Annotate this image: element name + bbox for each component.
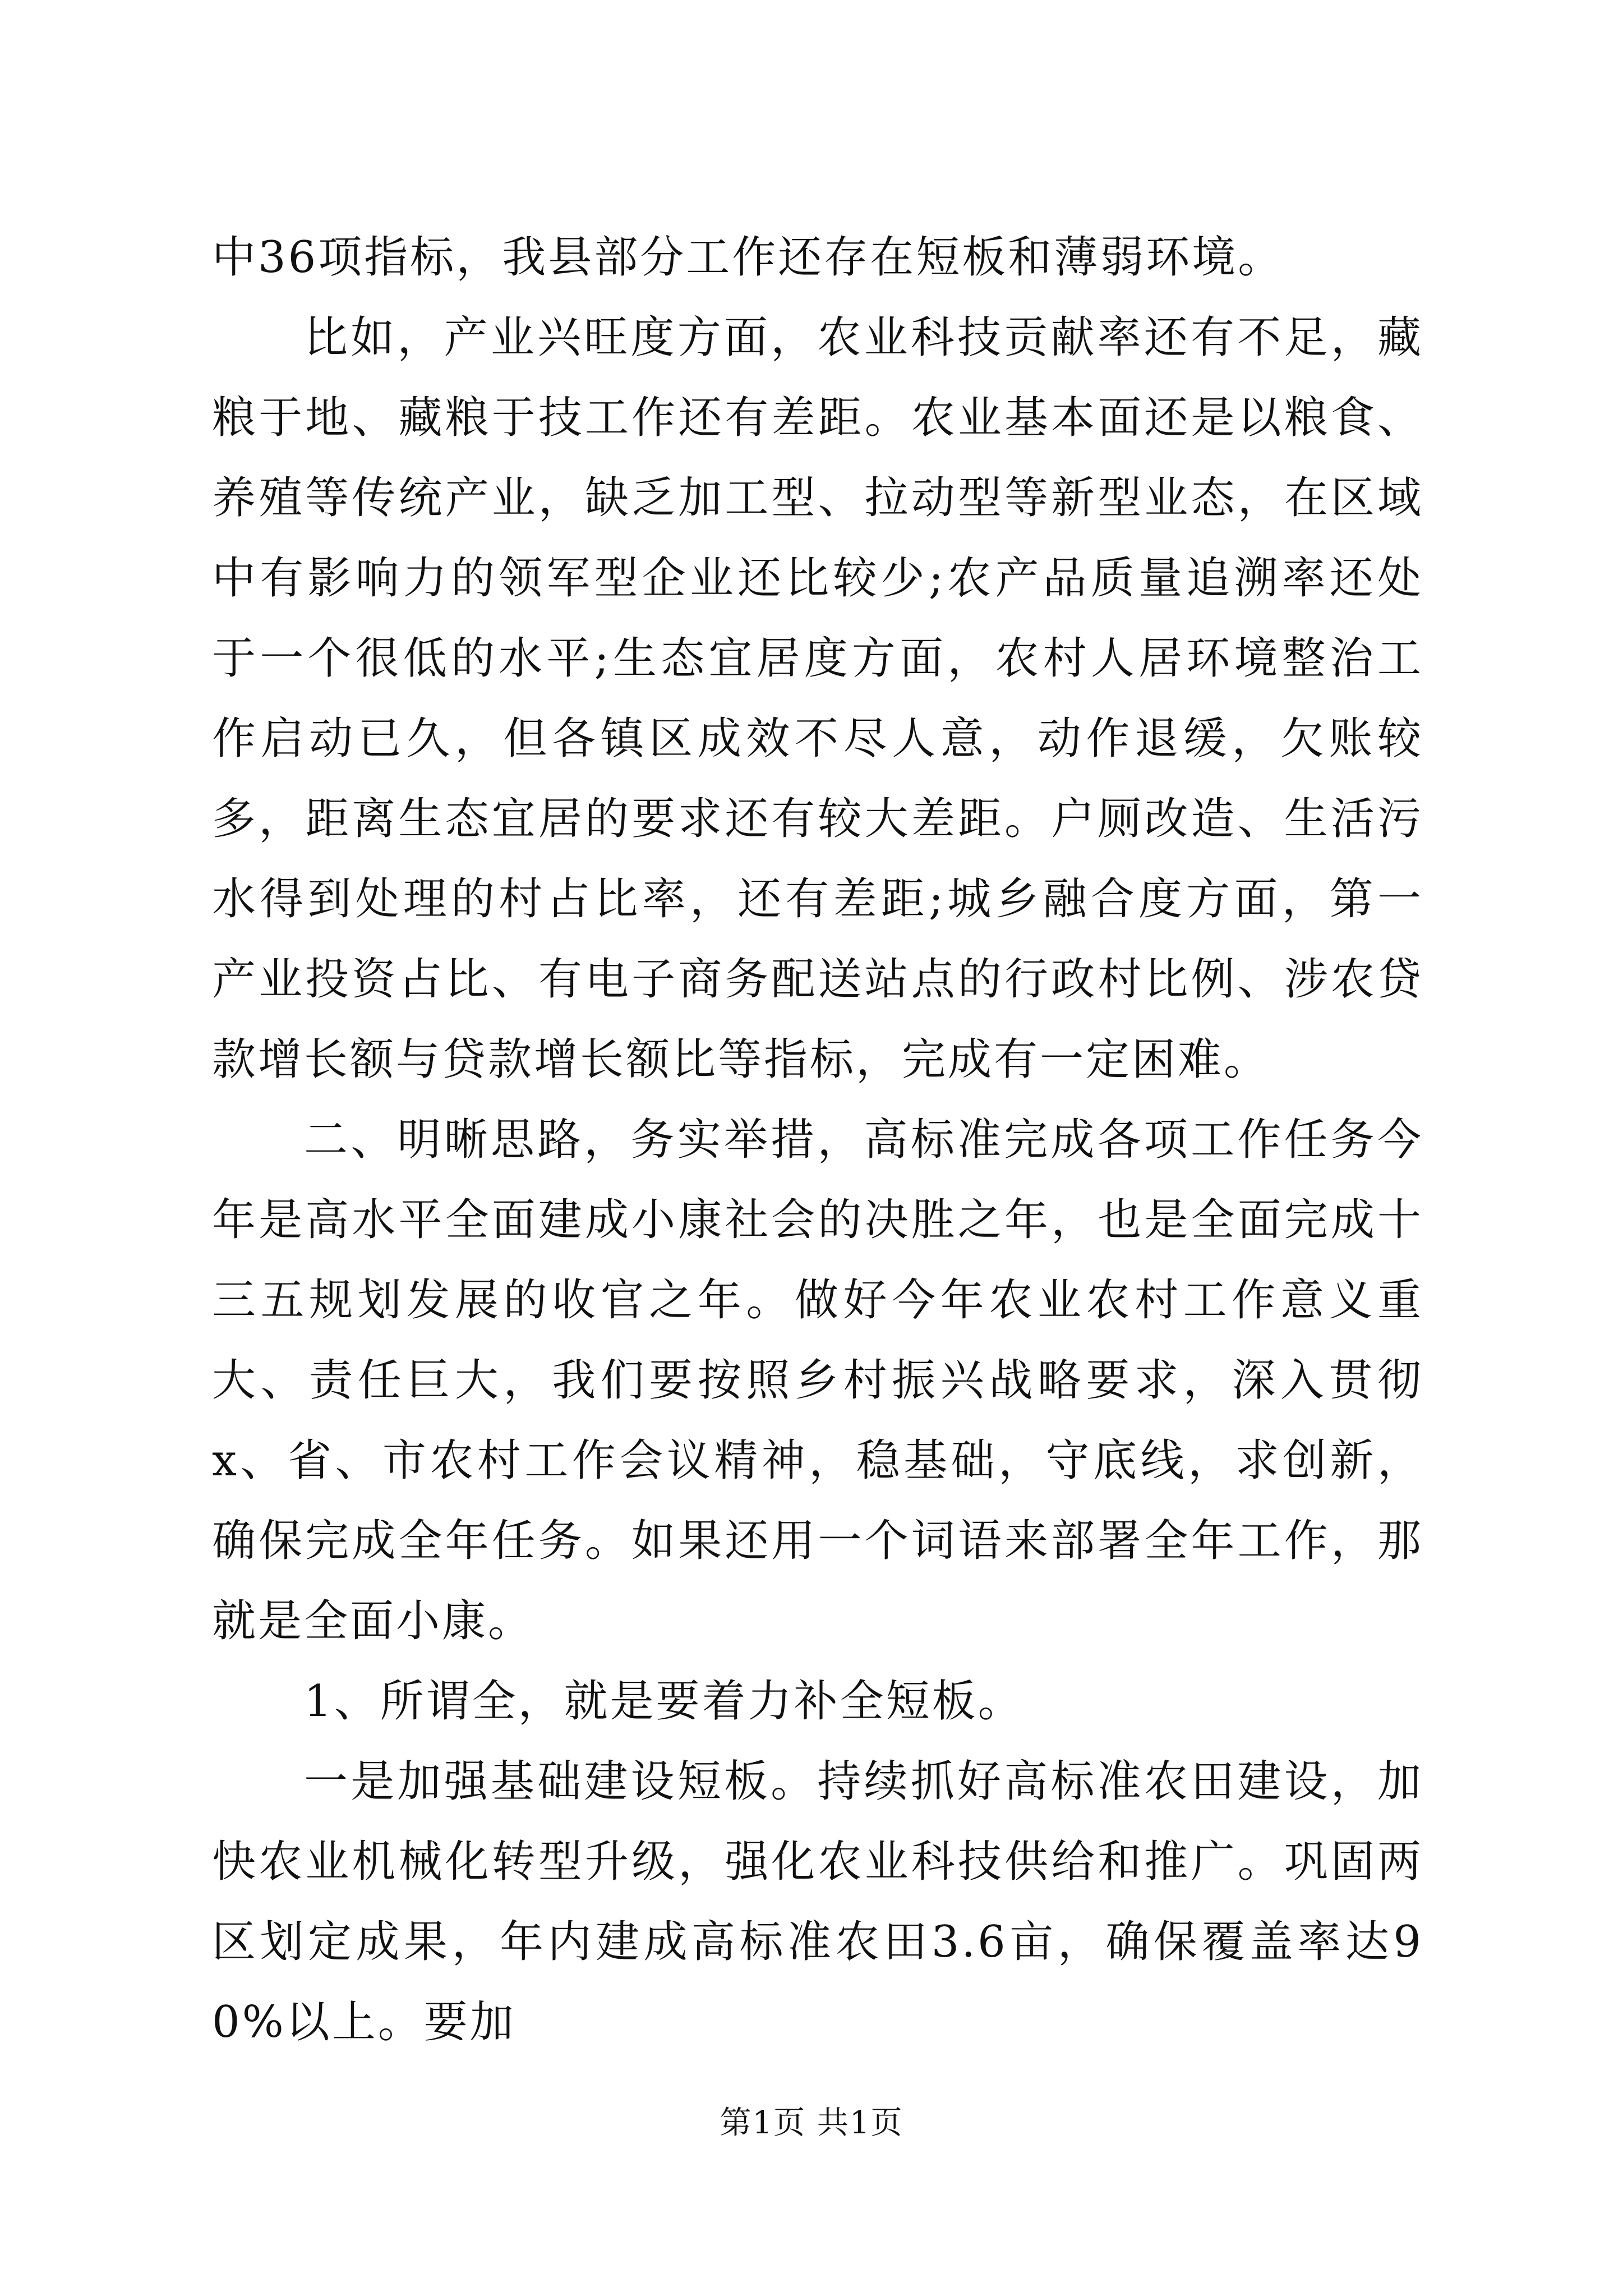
paragraph-infrastructure: 一是加强基础建设短板。持续抓好高标准农田建设，加快农业机械化转型升级，强化农业科技供给和推广。巩固两区划定成果，年内建成高标准农田3.6亩，确保覆盖率达90%以上。要加 bbox=[212, 1756, 1423, 2047]
page-footer: 第1页 共1页 bbox=[720, 2105, 903, 2141]
paragraph-shortcomings: 比如，产业兴旺度方面，农业科技贡献率还有不足，藏粮于地、藏粮于技工作还有差距。农业基本面还是以粮食、养殖等传统产业，缺乏加工型、拉动型等新型业态，在区域中有影响力的领军型企业还比较少;农产品质量追溯率还处于一个很低的水平;生态宜居度方面，农村人居环境整治工作启动已久，但各镇区成效不尽人意，动作退缓，欠账较多，距离生态宜居的要求还有较大差距。户厕改造、生活污水得到处理的村占比率，还有差距;城乡融合度方面，第一产业投资占比、有电子商务配送站点的行政村比例、涉农贷款增长额与贷款增长额比等指标，完成有一定困难。 bbox=[212, 312, 1423, 1085]
document-body bbox=[212, 218, 1423, 2063]
paragraph-continuation: 中36项指标，我县部分工作还存在短板和薄弱环境。 bbox=[212, 232, 1284, 283]
paragraph-section-two: 二、明晰思路，务实举措，高标准完成各项工作任务今年是高水平全面建成小康社会的决胜之年，也是全面完成十三五规划发展的收官之年。做好今年农业农村工作意义重大、责任巨大，我们要按照乡村振兴战略要求，深入贯彻x、省、市农村工作会议精神，稳基础，守底线，求创新，确保完成全年任务。如果还用一个词语来部署全年工作，那就是全面小康。 bbox=[212, 1115, 1423, 1646]
paragraph-item-one: 1、所谓全，就是要着力补全短板。 bbox=[304, 1676, 1024, 1727]
